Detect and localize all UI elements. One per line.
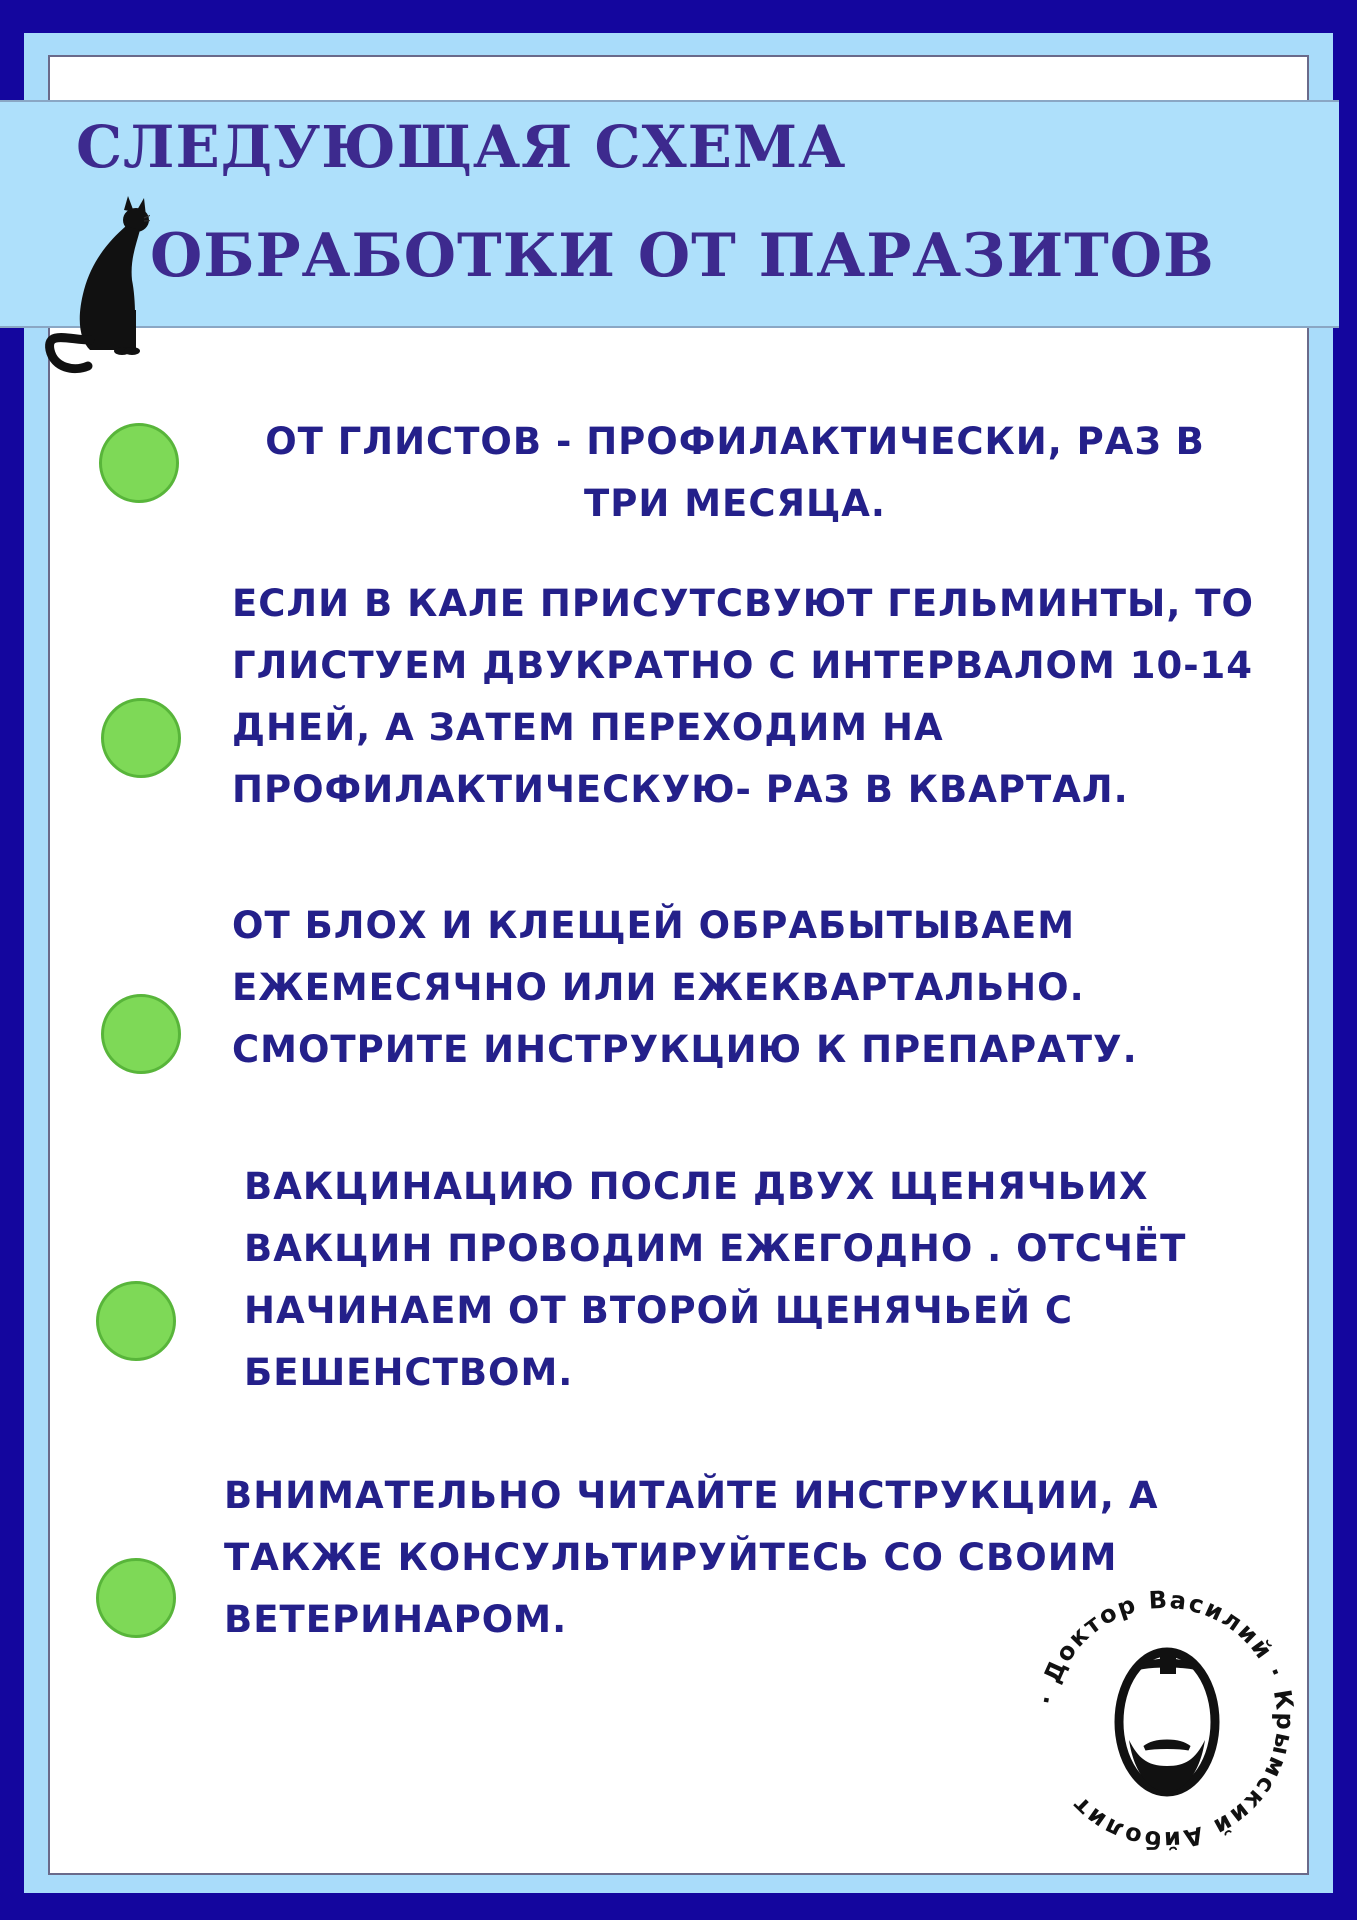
list-item: ЕСЛИ В КАЛЕ ПРИСУТСВУЮТ ГЕЛЬМИНТЫ, ТО ГЛИСТУЕМ ДВУКРАТНО С ИНТЕРВАЛОМ 10-14 ДНЕЙ, А ЗАТЕМ ПЕРЕХОДИМ НА ПРОФИЛАКТИЧЕСКУЮ- РАЗ В КВАРТАЛ. — [232, 582, 1254, 811]
page-title-line-1: СЛЕДУЮЩАЯ СХЕМА — [76, 113, 847, 181]
green-circle-icon — [96, 1558, 176, 1638]
page-title-line-2: ОБРАБОТКИ ОТ ПАРАЗИТОВ — [150, 221, 1215, 291]
list-item: ВНИМАТЕЛЬНО ЧИТАЙТЕ ИНСТРУКЦИИ, А ТАКЖЕ КОНСУЛЬТИРУЙТЕСЬ СО СВОИМ ВЕТЕРИНАРОМ. — [224, 1474, 1159, 1641]
green-circle-icon — [101, 698, 181, 778]
green-circle-icon — [99, 423, 179, 503]
cat-silhouette-icon — [40, 190, 150, 375]
list-item: ВАКЦИНАЦИЮ ПОСЛЕ ДВУХ ЩЕНЯЧЬИХ ВАКЦИН ПРОВОДИМ ЕЖЕГОДНО . ОТСЧЁТ НАЧИНАЕМ ОТ ВТОРОЙ ЩЕНЯЧЬЕЙ С БЕШЕНСТВОМ. — [244, 1165, 1187, 1394]
green-circle-icon — [96, 1281, 176, 1361]
green-circle-icon — [101, 994, 181, 1074]
doctor-stamp-logo — [1025, 1580, 1305, 1860]
bearded-doctor-face-icon — [1119, 1652, 1215, 1792]
stamp-ring-text: · Доктор Василий · Крымский Айболит — [1032, 1585, 1300, 1855]
list-item: ОТ БЛОХ И КЛЕЩЕЙ ОБРАБЫТЫВАЕМ ЕЖЕМЕСЯЧНО ИЛИ ЕЖЕКВАРТАЛЬНО. СМОТРИТЕ ИНСТРУКЦИЮ К ПРЕПАРАТУ. — [232, 904, 1138, 1071]
list-item: ОТ ГЛИСТОВ - ПРОФИЛАКТИЧЕСКИ, РАЗ В ТРИ МЕСЯЦА. — [265, 420, 1205, 525]
